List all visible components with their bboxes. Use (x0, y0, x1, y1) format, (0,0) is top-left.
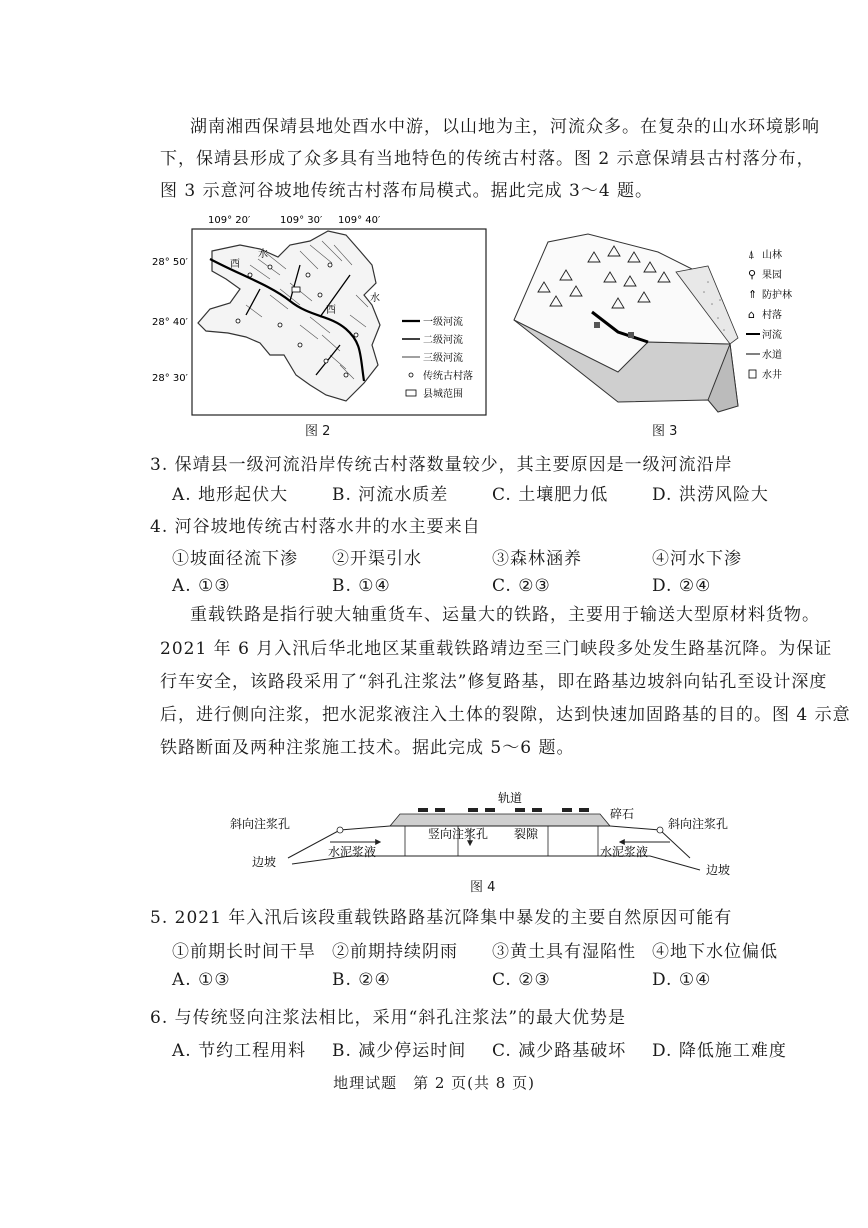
svg-text:⚲: ⚲ (748, 268, 757, 281)
map-label: 水 (258, 249, 268, 260)
passage-2-cont (160, 633, 851, 765)
map-label: 酉 (230, 259, 240, 270)
figure-2-caption: 图 2 (305, 424, 331, 439)
legend-label: 河流 (762, 330, 782, 341)
left-slope-label: 边坡 (252, 855, 277, 869)
passage-2 (190, 600, 820, 630)
q4-option-d: D. ②④ (652, 576, 712, 596)
question-3-stem: 3. 保靖县一级河流沿岸传统古村落数量较少，其主要原因是一级河流沿岸 (150, 455, 733, 475)
question-5-stem: 5. 2021 年入汛后该段重载铁路路基沉降集中暴发的主要自然原因可能有 (150, 908, 733, 928)
legend-label: 传统古村落 (423, 371, 473, 382)
gravel-label: 碎石 (610, 807, 635, 821)
legend-label: 水道 (762, 350, 782, 361)
q4-option-c: C. ②③ (492, 576, 551, 596)
q5-item-3: ③黄土具有湿陷性 (492, 942, 636, 962)
lat-label: 28° 30′ (152, 373, 188, 384)
q4-item-1: ①坡面径流下渗 (172, 549, 298, 569)
figure-2-map (150, 205, 488, 445)
vertical-hole-label: 竖向注浆孔 (428, 827, 489, 841)
legend-label: 县城范围 (423, 389, 463, 400)
figure-3-caption: 图 3 (652, 424, 678, 439)
crack-label: 裂隙 (514, 827, 539, 841)
right-slurry-label: 水泥浆液 (600, 845, 649, 859)
legend-label: 一级河流 (423, 317, 463, 328)
track-label: 轨道 (498, 791, 523, 805)
passage-line: 湖南湘西保靖县地处酉水中游，以山地为主，河流众多。在复杂的山水环境影响 (190, 117, 820, 137)
fig3-legend (746, 248, 792, 381)
lon-label: 109° 40′ (338, 215, 381, 226)
passage-line: 下，保靖县形成了众多具有当地特色的传统古村落。图 2 示意保靖县古村落分布， (160, 149, 815, 169)
county-seat (292, 287, 300, 292)
q4-item-4: ④河水下渗 (652, 549, 742, 569)
lat-label: 28° 40′ (152, 317, 188, 328)
q3-option-c: C. 土壤肥力低 (492, 485, 609, 505)
q4-option-a: A. ①③ (172, 576, 231, 596)
q6-option-d: D. 降低施工难度 (652, 1041, 787, 1061)
q3-option-d: D. 洪涝风险大 (652, 485, 769, 505)
q4-item-3: ③森林涵养 (492, 549, 582, 569)
passage-line: 行车安全，该路段采用了“斜孔注浆法”修复路基，即在路基边坡斜向钻孔至设计深度 (160, 672, 828, 692)
q4-option-b: B. ①④ (332, 576, 391, 596)
passage-line: 重载铁路是指行驶大轴重货车、运量大的铁路，主要用于输送大型原材料货物。 (190, 605, 820, 625)
lon-label: 109° 30′ (280, 215, 323, 226)
right-slope-label: 边坡 (706, 863, 731, 877)
q5-option-d: D. ①④ (652, 970, 712, 990)
legend-label: 果园 (762, 270, 782, 281)
legend-label: 三级河流 (423, 353, 463, 364)
map-label: 水 (370, 293, 380, 304)
q5-item-4: ④地下水位偏低 (652, 942, 778, 962)
question-6-stem: 6. 与传统竖向注浆法相比，采用“斜孔注浆法”的最大优势是 (150, 1008, 627, 1028)
q5-item-1: ①前期长时间干旱 (172, 942, 316, 962)
figure-4-caption: 图 4 (470, 880, 496, 895)
passage-1-cont (160, 144, 815, 206)
q6-option-a: A. 节约工程用料 (172, 1041, 307, 1061)
q3-option-a: A. 地形起伏大 (172, 485, 289, 505)
figure-4-railway-section (230, 790, 760, 880)
gravel-ballast (390, 814, 610, 826)
passage-line: 图 3 示意河谷坡地传统古村落布局模式。据此完成 3～4 题。 (160, 181, 654, 201)
legend-label: 防护林 (762, 290, 792, 301)
lat-label: 28° 50′ (152, 257, 188, 268)
rails (418, 808, 589, 812)
q5-option-a: A. ①③ (172, 970, 231, 990)
q5-option-c: C. ②③ (492, 970, 551, 990)
q4-item-2: ②开渠引水 (332, 549, 422, 569)
right-hole-label: 斜向注浆孔 (668, 817, 729, 831)
svg-text:⌂: ⌂ (748, 308, 755, 321)
legend-label: 山林 (762, 250, 782, 261)
question-4-stem: 4. 河谷坡地传统古村落水井的水主要来自 (150, 517, 481, 537)
passage-line: 铁路断面及两种注浆施工技术。据此完成 5～6 题。 (160, 738, 575, 758)
map-label: 酉 (326, 305, 336, 316)
left-slurry-label: 水泥浆液 (328, 845, 377, 859)
q6-option-b: B. 减少停运时间 (332, 1041, 467, 1061)
page-footer: 地理试题 第 2 页(共 8 页) (333, 1074, 535, 1092)
q5-option-b: B. ②④ (332, 970, 391, 990)
q3-option-b: B. 河流水质差 (332, 485, 449, 505)
svg-text:⍋: ⍋ (748, 248, 755, 261)
q6-option-c: C. 减少路基破坏 (492, 1041, 627, 1061)
svg-text:⇑: ⇑ (748, 288, 758, 301)
figure-3-block-diagram (508, 222, 818, 422)
passage-line: 2021 年 6 月入汛后华北地区某重载铁路靖边至三门峡段多处发生路基沉降。为保证 (160, 639, 833, 659)
legend-label: 水井 (762, 370, 782, 381)
legend-label: 村落 (762, 310, 782, 321)
county-boundary (198, 231, 380, 401)
lon-label: 109° 20′ (208, 215, 251, 226)
legend-label: 二级河流 (423, 335, 463, 346)
passage-line: 后，进行侧向注浆，把水泥浆液注入土体的裂隙，达到快速加固路基的目的。图 4 示意 (160, 705, 851, 725)
q5-item-2: ②前期持续阴雨 (332, 942, 458, 962)
passage-1 (190, 112, 820, 142)
left-hole-label: 斜向注浆孔 (230, 817, 291, 831)
